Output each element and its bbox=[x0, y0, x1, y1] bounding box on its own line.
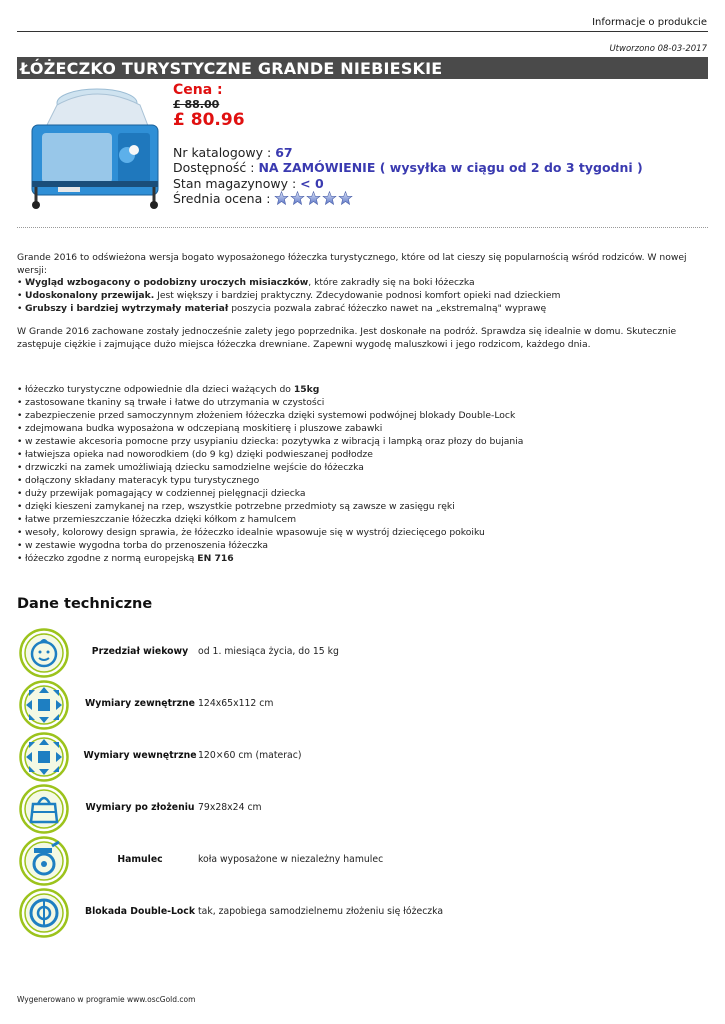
list-item bbox=[17, 513, 709, 526]
list-item-bold: EN 716 bbox=[197, 553, 234, 564]
list-item bbox=[17, 383, 709, 396]
tech-row bbox=[17, 680, 617, 730]
star-icon bbox=[274, 191, 289, 205]
tech-value: 120×60 cm (materac) bbox=[198, 750, 302, 761]
list-item-text: zastosowane tkaniny są trwałe i łatwe do utrzymania w czystości bbox=[25, 397, 325, 408]
list-item bbox=[17, 539, 709, 552]
rating-line bbox=[173, 191, 354, 208]
stock-line bbox=[173, 176, 324, 191]
list-item bbox=[17, 302, 709, 315]
star-icon bbox=[290, 191, 305, 205]
outer-dimensions-icon bbox=[19, 680, 69, 730]
features-list bbox=[17, 383, 709, 565]
highlights-list bbox=[17, 276, 709, 315]
availability-label: Dostępność : bbox=[173, 160, 255, 175]
list-item bbox=[17, 435, 709, 448]
list-item-text: łóżeczko zgodne z normą europejską bbox=[25, 553, 198, 564]
list-item bbox=[17, 422, 709, 435]
list-item-text: zabezpieczenie przed samoczynnym złożeniem łóżeczka dzięki systemowi podwójnej blokady Double-Lock bbox=[25, 410, 516, 421]
list-item bbox=[17, 448, 709, 461]
tech-row bbox=[17, 732, 617, 782]
brake-wheel-icon bbox=[19, 836, 69, 886]
stock-label: Stan magazynowy : bbox=[173, 176, 297, 191]
list-item-text: drzwiczki na zamek umożliwiają dziecku samodzielne wejście do łóżeczka bbox=[25, 462, 364, 473]
list-item-bold: 15kg bbox=[293, 384, 320, 395]
created-date: Utworzono 08-03-2017 bbox=[609, 44, 707, 54]
tech-label: Przedział wiekowy bbox=[91, 646, 189, 657]
product-title: ŁÓŻECZKO TURYSTYCZNE GRANDE NIEBIESKIE bbox=[20, 59, 443, 78]
folded-bag-icon bbox=[19, 784, 69, 834]
availability-value: NA ZAMÓWIENIE ( wysyłka w ciągu od 2 do 3 tygodni ) bbox=[258, 160, 643, 175]
list-item-text: zdejmowana budka wyposażona w odczepianą moskitierę i pluszowe zabawki bbox=[25, 423, 383, 434]
list-item bbox=[17, 474, 709, 487]
list-item-text: łatwe przemieszczanie łóżeczka dzięki kółkom z hamulcem bbox=[25, 514, 297, 525]
list-item bbox=[17, 276, 709, 289]
tech-section-title: Dane techniczne bbox=[17, 596, 153, 612]
star-icon bbox=[306, 191, 321, 205]
tech-label: Wymiary wewnętrzne bbox=[83, 750, 197, 761]
catalog-value: 67 bbox=[275, 145, 293, 160]
product-image bbox=[22, 85, 164, 215]
list-item bbox=[17, 461, 709, 474]
list-item-bold: Udoskonalony przewijak. bbox=[25, 290, 155, 301]
list-item-text: łatwiejsza opieka nad noworodkiem (do 9 kg) dzięki podwieszanej podłodze bbox=[25, 449, 373, 460]
list-item-bold: Grubszy i bardziej wytrzymały materiał bbox=[25, 303, 229, 314]
catalog-line bbox=[173, 145, 293, 160]
divider bbox=[17, 227, 708, 228]
list-item-text: wesoły, kolorowy design sprawia, że łóżeczko idealnie wpasowuje się w wystrój dziecięcego pokoiku bbox=[25, 527, 485, 538]
list-item-text: poszycia pozwala zabrać łóżeczko nawet na „ekstremalną" wyprawę bbox=[228, 303, 547, 314]
list-item bbox=[17, 526, 709, 539]
tech-value: 124x65x112 cm bbox=[198, 698, 274, 709]
list-item-text: , które zakradły się na boki łóżeczka bbox=[308, 277, 475, 288]
footer-text: Wygenerowano w programie www.oscGold.com bbox=[17, 995, 196, 1004]
tech-row bbox=[17, 888, 617, 938]
rating-label: Średnia ocena : bbox=[173, 191, 271, 206]
list-item-text: w zestawie wygodna torba do przenoszenia łóżeczka bbox=[25, 540, 269, 551]
new-price: £ 80.96 bbox=[173, 110, 245, 130]
tech-row bbox=[17, 628, 617, 678]
tech-value: od 1. miesiąca życia, do 15 kg bbox=[198, 646, 339, 657]
tech-label: Wymiary zewnętrzne bbox=[85, 698, 195, 709]
list-item bbox=[17, 487, 709, 500]
list-item-text: w zestawie akcesoria pomocne przy usypianiu dziecka: pozytywka z wibracją i lampką oraz płozy do bujania bbox=[25, 436, 524, 447]
catalog-label: Nr katalogowy : bbox=[173, 145, 272, 160]
price-label: Cena : bbox=[173, 82, 223, 98]
baby-face-icon bbox=[19, 628, 69, 678]
tech-label: Wymiary po złożeniu bbox=[85, 802, 195, 813]
list-item bbox=[17, 396, 709, 409]
tech-row bbox=[17, 784, 617, 834]
tech-value: tak, zapobiega samodzielnemu złożeniu się łóżeczka bbox=[198, 906, 444, 917]
tech-value: koła wyposażone w niezależny hamulec bbox=[198, 854, 384, 865]
list-item-text: dzięki kieszeni zamykanej na rzep, wszystkie potrzebne przedmioty są zawsze w zasięgu ręki bbox=[25, 501, 455, 512]
list-item bbox=[17, 552, 709, 565]
list-item bbox=[17, 500, 709, 513]
old-price: £ 88.00 bbox=[173, 98, 220, 111]
list-item-text: dołączony składany materacyk typu turystycznego bbox=[25, 475, 260, 486]
tech-label: Blokada Double-Lock bbox=[84, 906, 195, 917]
list-item-text: duży przewijak pomagający w codziennej pielęgnacji dziecka bbox=[25, 488, 306, 499]
stock-value: < 0 bbox=[300, 176, 324, 191]
inner-dimensions-icon bbox=[19, 732, 69, 782]
star-icon bbox=[322, 191, 337, 205]
intro-paragraph: Grande 2016 to odświeżona wersja bogato wyposażonego łóżeczka turystycznego, które od lat cieszy się popularnością wśród rodziców. W nowej wersji: bbox=[17, 252, 687, 276]
star-icon bbox=[338, 191, 353, 205]
summary-paragraph: W Grande 2016 zachowane zostały jednocześnie zalety jego poprzednika. Jest doskonałe na podróż. Sprawdza się idealnie w domu. Skutecznie zastępuje ciężkie i zajmujące dużo miejsca łóżeczka drewniane. Zapewni wygodę maluszkowi i jego rodzicom, każdego dnia. bbox=[17, 326, 677, 350]
rating-stars bbox=[274, 191, 354, 208]
list-item bbox=[17, 409, 709, 422]
list-item-text: Jest większy i bardziej praktyczny. Zdecydowanie podnosi komfort opieki nad dzieckiem bbox=[154, 290, 561, 301]
double-lock-icon bbox=[19, 888, 69, 938]
list-item-bold: Wygląd wzbogacony o podobizny uroczych misiaczków bbox=[25, 277, 309, 288]
list-item bbox=[17, 289, 709, 302]
tech-row bbox=[17, 836, 617, 886]
tech-label: Hamulec bbox=[117, 854, 163, 865]
header-rule bbox=[17, 31, 708, 32]
header-section-label: Informacje o produkcie bbox=[592, 17, 707, 28]
tech-value: 79x28x24 cm bbox=[198, 802, 262, 813]
availability-line bbox=[173, 160, 643, 175]
list-item-text: łóżeczko turystyczne odpowiednie dla dzieci ważących do bbox=[25, 384, 294, 395]
